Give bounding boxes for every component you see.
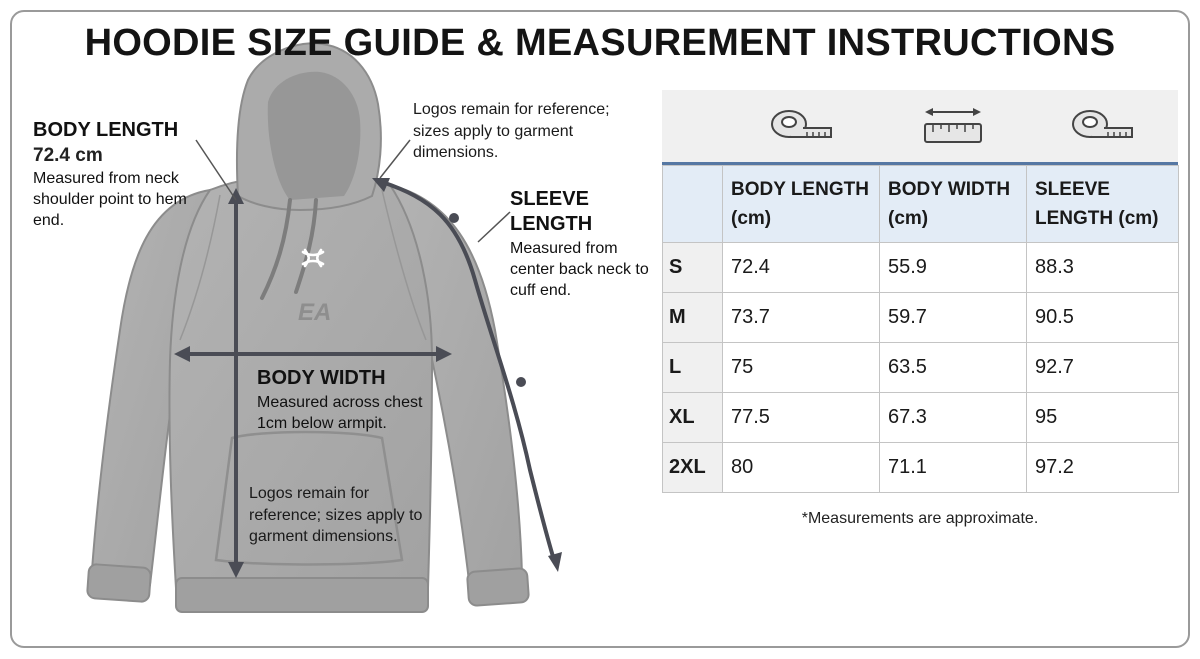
header-body-length: BODY LENGTH (cm): [723, 166, 880, 243]
table-row: [663, 293, 1179, 343]
left-cuff: [87, 564, 151, 602]
size-label: XL: [663, 393, 723, 443]
body-length-cell: 77.5: [723, 393, 880, 443]
sleeve-length-cell: 90.5: [1027, 293, 1179, 343]
body-width-cell: 55.9: [880, 243, 1027, 293]
sleeve-length-heading-1: SLEEVE: [510, 188, 589, 210]
tape-measure-icon: [1026, 90, 1178, 162]
body-length-heading: BODY LENGTH: [33, 119, 179, 141]
mid-print-logo: EA: [298, 299, 332, 326]
body-width-heading: BODY WIDTH: [257, 367, 386, 389]
body-length-value: 72.4 cm: [33, 145, 103, 166]
body-length-description: Measured from neck shoulder point to hem end.: [33, 170, 187, 229]
logo-note-bottom: Logos remain for reference; sizes apply to garment dimensions.: [249, 485, 423, 546]
page-title: HOODIE SIZE GUIDE & MEASUREMENT INSTRUCTIONS: [84, 22, 1116, 64]
body-length-cell: 73.7: [723, 293, 880, 343]
body-width-description: Measured across chest 1cm below armpit.: [257, 394, 423, 432]
size-label: 2XL: [663, 443, 723, 493]
body-length-cell: 72.4: [723, 243, 880, 293]
table-header-row: [663, 166, 1179, 243]
table-row: [663, 343, 1179, 393]
body-width-callout: [257, 366, 452, 435]
body-width-cell: 59.7: [880, 293, 1027, 343]
table-row: [663, 443, 1179, 493]
waistband: [176, 578, 428, 612]
sleeve-length-description: Measured from center back neck to cuff end.: [510, 240, 649, 299]
body-width-cell: 71.1: [880, 443, 1027, 493]
table-row: [663, 243, 1179, 293]
icon-row: [662, 90, 1178, 165]
size-label: S: [663, 243, 723, 293]
footnote: *Measurements are approximate.: [801, 510, 1039, 527]
header-corner: [663, 166, 723, 243]
tape-measure-icon: [722, 90, 879, 162]
body-width-cell: 67.3: [880, 393, 1027, 443]
sleeve-length-cell: 92.7: [1027, 343, 1179, 393]
size-label: M: [663, 293, 723, 343]
sleeve-length-cell: 88.3: [1027, 243, 1179, 293]
header-body-width: BODY WIDTH (cm): [880, 166, 1027, 243]
header-sleeve-length: SLEEVE LENGTH (cm): [1027, 166, 1179, 243]
size-table: [662, 165, 1179, 493]
sleeve-length-callout: [510, 187, 660, 301]
right-cuff: [467, 568, 529, 606]
body-width-cell: 63.5: [880, 343, 1027, 393]
logo-note-top: Logos remain for reference; sizes apply to garment dimensions.: [413, 101, 610, 162]
sleeve-length-cell: 97.2: [1027, 443, 1179, 493]
table-row: [663, 393, 1179, 443]
size-label: L: [663, 343, 723, 393]
hood-inner: [268, 72, 361, 200]
body-length-callout: [33, 118, 223, 231]
body-length-cell: 80: [723, 443, 880, 493]
size-table-panel: [662, 90, 1178, 493]
body-length-cell: 75: [723, 343, 880, 393]
ruler-width-icon: [879, 90, 1026, 162]
sleeve-length-heading-2: LENGTH: [510, 213, 593, 235]
sleeve-length-cell: 95: [1027, 393, 1179, 443]
